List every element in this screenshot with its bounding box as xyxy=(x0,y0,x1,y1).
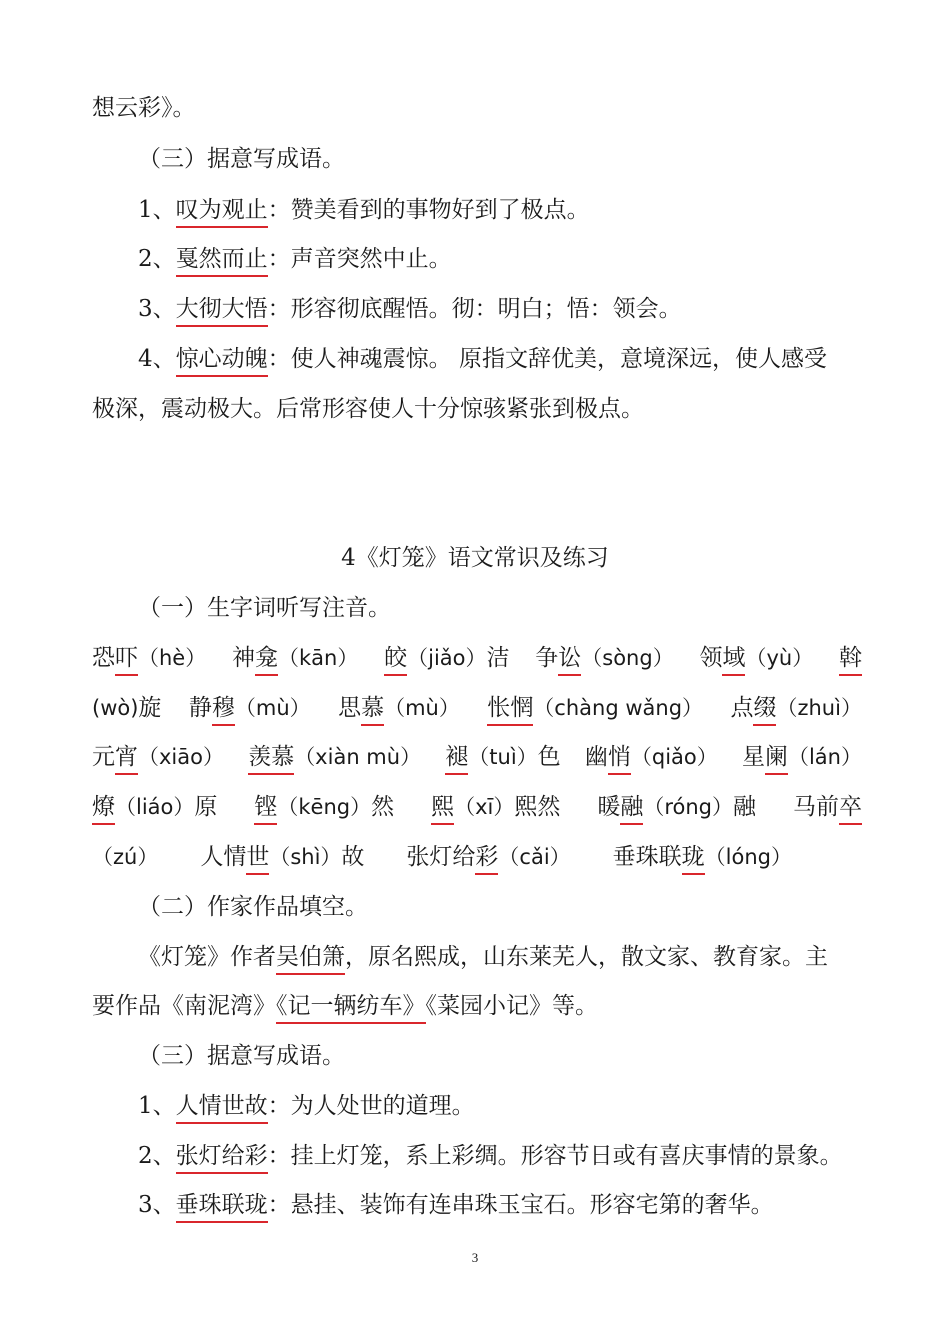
idiom-term: 张灯给彩 xyxy=(176,1143,268,1174)
vocab-word: （zú） xyxy=(92,845,159,869)
vocab-word: 羡慕（xiàn mù） xyxy=(248,742,421,772)
author-name: 吴伯箫 xyxy=(276,944,345,975)
page-number: 3 xyxy=(471,1250,479,1265)
author-paragraph-continued: 要作品《南泥湾》《记一辆纺车》《菜园小记》等。 xyxy=(92,991,862,1021)
idiom-item xyxy=(138,294,908,324)
section-heading: （三）据意写成语。 xyxy=(138,1043,345,1069)
idiom-term: 垂珠联珑 xyxy=(176,1192,268,1223)
vocab-word: 元宵（xiāo） xyxy=(92,742,224,772)
lesson-title: 4《灯笼》语文常识及练习 xyxy=(341,545,609,571)
vocab-word: 怅惘（chàng wǎng） xyxy=(487,693,703,723)
vocab-word: 人情世（shì）故 xyxy=(200,842,364,872)
vocab-row xyxy=(92,643,862,673)
vocab-word: 静穆（mù） xyxy=(189,693,311,723)
vocab-word: (wò)旋 xyxy=(92,695,162,721)
vocab-word: 燎（liáo）原 xyxy=(92,792,217,822)
item-number: 2、 xyxy=(138,1143,176,1169)
idiom-term: 人情世故 xyxy=(176,1093,268,1124)
item-number: 3、 xyxy=(138,1192,176,1218)
section-heading: （二）作家作品填空。 xyxy=(138,894,368,920)
item-number: 4、 xyxy=(138,346,176,372)
vocab-word: 斡 xyxy=(839,643,862,673)
item-number: 2、 xyxy=(138,246,176,272)
continued-text: 想云彩》。 xyxy=(92,95,196,121)
idiom-definition: ：悬挂、装饰有连串珠玉宝石。形容宅第的奢华。 xyxy=(267,1192,774,1218)
idiom-item xyxy=(138,1190,908,1220)
idiom-item xyxy=(138,195,908,225)
item-number: 1、 xyxy=(138,197,176,223)
idiom-item xyxy=(138,1141,908,1171)
vocab-word: 思慕（mù） xyxy=(338,693,460,723)
item-number: 3、 xyxy=(138,296,176,322)
idiom-definition: ：赞美看到的事物好到了极点。 xyxy=(267,197,590,223)
idiom-term: 戛然而止 xyxy=(176,246,268,277)
idiom-definition: ：挂上灯笼，系上彩绸。形容节日或有喜庆事情的景象。 xyxy=(267,1143,843,1169)
vocab-row xyxy=(92,792,862,822)
vocab-word: 星阑（lán） xyxy=(742,742,862,772)
vocab-word: 皎（jiǎo）洁 xyxy=(384,643,509,673)
idiom-definition-continued: 极深，震动极大。后常形容使人十分惊骇紧张到极点。 xyxy=(92,396,644,422)
idiom-item xyxy=(138,244,908,274)
idiom-definition: ：声音突然中止。 xyxy=(267,246,452,272)
vocab-word: 争讼（sòng） xyxy=(535,643,673,673)
vocab-row xyxy=(92,742,862,772)
vocab-word: 幽悄（qiǎo） xyxy=(585,742,718,772)
vocab-word: 垂珠联珑（lóng） xyxy=(613,842,792,872)
vocab-word: 神龛（kān） xyxy=(232,643,358,673)
vocab-word: 恐吓（hè） xyxy=(92,643,206,673)
idiom-term: 大彻大悟 xyxy=(176,296,268,327)
vocab-word: 铿（kēng）然 xyxy=(254,792,394,822)
idiom-term: 惊心动魄 xyxy=(176,346,268,377)
work-title: 《记一辆纺车》 xyxy=(276,993,426,1024)
vocab-word: 马前卒 xyxy=(793,792,862,822)
author-paragraph: 《灯笼》作者吴伯箫，原名熙成，山东莱芜人，散文家、教育家。主 xyxy=(138,942,908,972)
vocab-row xyxy=(92,842,792,872)
idiom-term: 叹为观止 xyxy=(176,197,268,228)
section-heading: （三）据意写成语。 xyxy=(138,146,345,172)
vocab-word: 领域（yù） xyxy=(699,643,813,673)
vocab-row xyxy=(92,693,862,723)
idiom-definition: ：为人处世的道理。 xyxy=(267,1093,475,1119)
idiom-item xyxy=(138,344,908,374)
vocab-word: 熙（xī）熙然 xyxy=(431,792,560,822)
section-heading: （一）生字词听写注音。 xyxy=(138,595,391,621)
idiom-definition: ：使人神魂震惊。 原指文辞优美，意境深远，使人感受 xyxy=(267,346,827,372)
idiom-item xyxy=(138,1091,908,1121)
vocab-word: 暖融（róng）融 xyxy=(597,792,756,822)
item-number: 1、 xyxy=(138,1093,176,1119)
vocab-word: 张灯给彩（cǎi） xyxy=(406,842,570,872)
idiom-definition: ：形容彻底醒悟。彻：明白；悟：领会。 xyxy=(267,296,682,322)
vocab-word: 褪（tuì）色 xyxy=(445,742,560,772)
vocab-word: 点缀（zhuì） xyxy=(730,693,861,723)
